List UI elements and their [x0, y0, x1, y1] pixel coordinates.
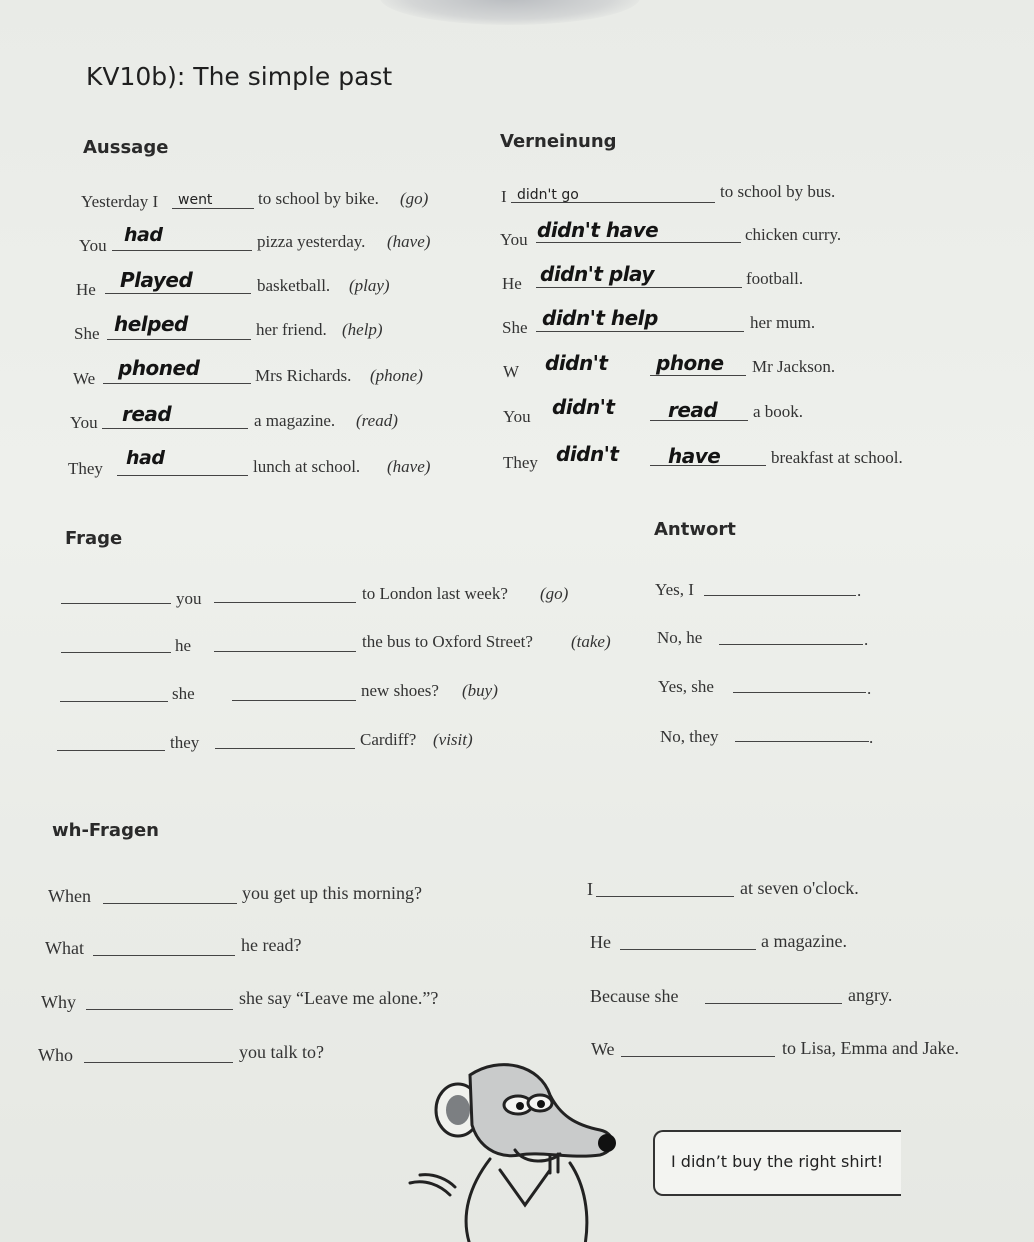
answer-field[interactable]: didn't	[556, 442, 619, 466]
answer-field[interactable]: read	[122, 402, 172, 426]
mouse-illustration	[400, 1055, 670, 1242]
answer-field[interactable]	[620, 949, 756, 950]
answer-field[interactable]	[214, 602, 356, 603]
camera-shadow	[380, 0, 640, 25]
answer-field[interactable]: have	[668, 444, 721, 468]
answer-field[interactable]	[232, 700, 356, 701]
answer-field[interactable]: didn't play	[540, 262, 654, 286]
answer-field[interactable]: helped	[114, 312, 188, 336]
answer-field[interactable]	[93, 955, 235, 956]
answer-field[interactable]	[60, 701, 168, 702]
answer-field[interactable]: went	[178, 192, 213, 208]
answer-field[interactable]: didn't have	[537, 218, 659, 242]
answer-field[interactable]: didn't help	[542, 306, 658, 330]
answer-field[interactable]: read	[668, 398, 718, 422]
answer-field[interactable]	[86, 1009, 233, 1010]
answer-field[interactable]	[215, 748, 355, 749]
answer-field[interactable]: had	[124, 224, 163, 246]
answer-field[interactable]	[84, 1062, 233, 1063]
answer-field[interactable]	[57, 750, 165, 751]
worksheet: KV10b): The simple past Aussage Verneinung Yesterday I went to school by bike. (go) You had pizza yesterday. (have) He Played basketball. (play) She helped her friend. (help) We phoned Mrs Richards. (phone) You read a magazine. (read) They had lunch at school. (have) I didn't go to school by bus. You didn't have chicken curry. He didn't play football. She didn't help her mum. W didn't phone Mr Jackson. You didn't read a book. They didn't have breakfast at school. Frage Antwort you to London last week? (go) he the bus to Oxford Street? (take) she new shoes? (buy) they Cardiff? (visit) Yes, I . No, he . Yes, she . No, they . wh-Fragen When you get up this morning? I at seven o'clock. What he read? He a magazine. Why she say “Leave me alone.”? Because she angry. Who you talk to? We to Lisa, Emma and Jake. I didn’t buy the right shirt!	[0, 0, 1034, 1242]
answer-field[interactable]	[61, 652, 171, 653]
answer-field[interactable]: Played	[120, 268, 193, 292]
answer-field[interactable]	[214, 651, 356, 652]
answer-field[interactable]: didn't	[552, 395, 615, 419]
page-title: KV10b): The simple past	[86, 62, 393, 91]
answer-field[interactable]: didn't	[545, 351, 608, 375]
answer-field[interactable]: phoned	[118, 356, 200, 380]
speech-bubble	[653, 1130, 901, 1196]
answer-field[interactable]	[61, 603, 171, 604]
answer-field[interactable]	[719, 644, 863, 645]
answer-field[interactable]	[705, 1003, 842, 1004]
heading-verneinung: Verneinung	[500, 131, 617, 152]
answer-field[interactable]	[596, 896, 734, 897]
answer-field[interactable]	[704, 595, 856, 596]
answer-field[interactable]: phone	[656, 351, 724, 375]
heading-frage: Frage	[65, 528, 123, 549]
heading-antwort: Antwort	[654, 519, 736, 540]
answer-field[interactable]: didn't go	[517, 187, 579, 203]
answer-field[interactable]	[735, 741, 869, 742]
answer-field[interactable]	[733, 692, 866, 693]
heading-wh-fragen: wh-Fragen	[52, 820, 159, 841]
heading-aussage: Aussage	[83, 137, 169, 158]
answer-field[interactable]: had	[126, 447, 165, 469]
speech-bubble-text: I didn’t buy the right shirt!	[671, 1152, 884, 1171]
answer-field[interactable]	[103, 903, 237, 904]
